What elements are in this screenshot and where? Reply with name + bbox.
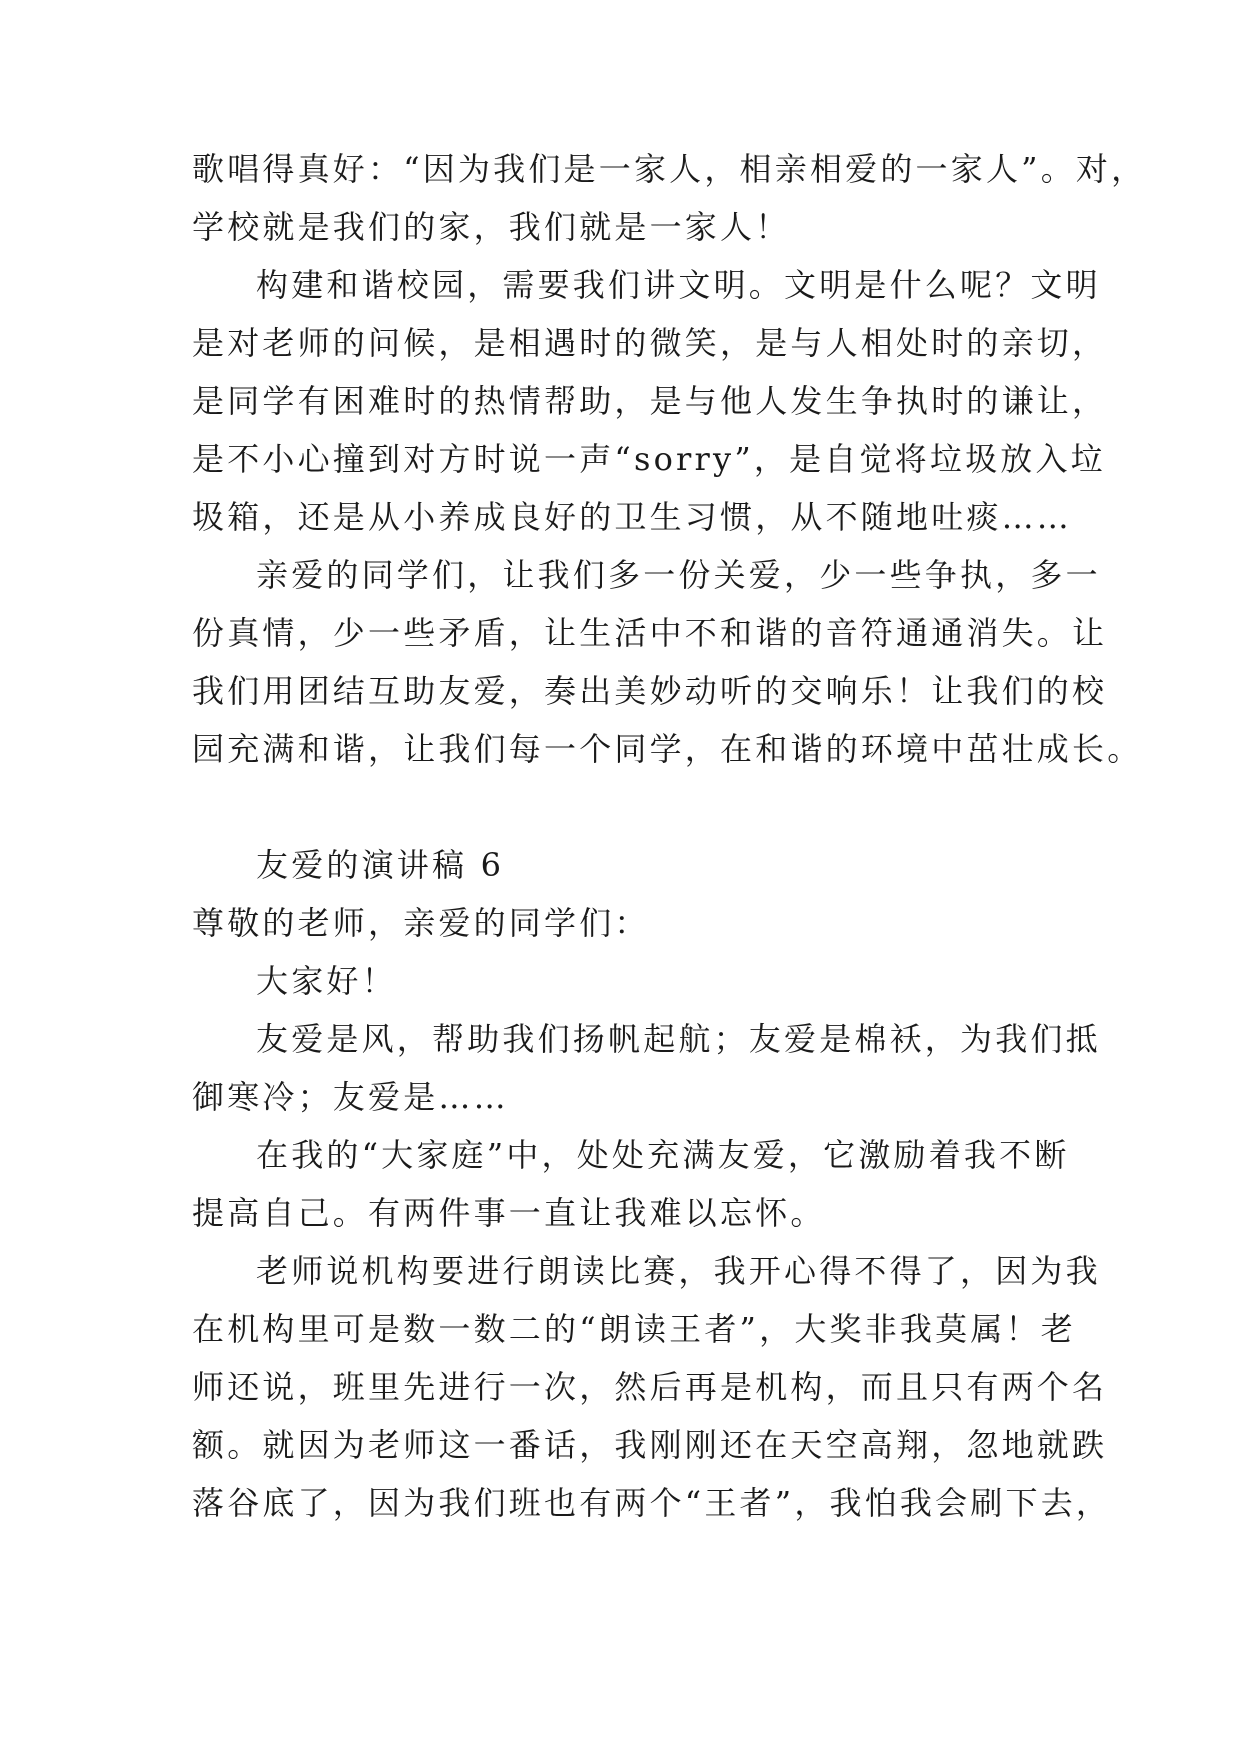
- text-line: 学校就是我们的家，我们就是一家人！: [192, 208, 791, 246]
- paragraph-first-line: 亲爱的同学们，让我们多一份关爱，少一些争执，多一: [256, 556, 1101, 594]
- paragraph-first-line: 构建和谐校园，需要我们讲文明。文明是什么呢？文明: [256, 266, 1101, 304]
- paragraph-first-line: 在我的“大家庭”中，处处充满友爱，它激励着我不断: [256, 1136, 1070, 1174]
- text-line: 提高自己。有两件事一直让我难以忘怀。: [192, 1194, 826, 1232]
- text-line: 我们用团结互助友爱，奏出美妙动听的交响乐！让我们的校: [192, 672, 1108, 710]
- text-line: 是对老师的问候，是相遇时的微笑，是与人相处时的亲切，: [192, 324, 1108, 362]
- text-line: 是不小心撞到对方时说一声“sorry”，是自觉将垃圾放入垃: [192, 440, 1106, 478]
- text-line: 圾箱，还是从小养成良好的卫生习惯，从不随地吐痰……: [192, 498, 1073, 536]
- section-title: 友爱的演讲稿 6: [256, 846, 505, 884]
- text-line: 是同学有困难时的热情帮助，是与他人发生争执时的谦让，: [192, 382, 1108, 420]
- paragraph-first-line: 友爱是风，帮助我们扬帆起航；友爱是棉袄，为我们抵: [256, 1020, 1101, 1058]
- text-line: 在机构里可是数一数二的“朗读王者”，大奖非我莫属！老: [192, 1310, 1076, 1348]
- salutation: 尊敬的老师，亲爱的同学们：: [192, 904, 650, 942]
- text-line: 御寒冷；友爱是……: [192, 1078, 509, 1116]
- paragraph-first-line: 老师说机构要进行朗读比赛，我开心得不得了，因为我: [256, 1252, 1101, 1290]
- greeting: 大家好！: [256, 962, 397, 1000]
- text-line: 额。就因为老师这一番话，我刚刚还在天空高翔，忽地就跌: [192, 1426, 1108, 1464]
- text-line: 歌唱得真好：“因为我们是一家人，相亲相爱的一家人”。对，: [192, 150, 1147, 188]
- text-line: 份真情，少一些矛盾，让生活中不和谐的音符通通消失。让: [192, 614, 1108, 652]
- text-line: 师还说，班里先进行一次，然后再是机构，而且只有两个名: [192, 1368, 1108, 1406]
- text-line: 落谷底了，因为我们班也有两个“王者”，我怕我会刷下去，: [192, 1484, 1112, 1522]
- text-line: 园充满和谐，让我们每一个同学，在和谐的环境中茁壮成长。: [192, 730, 1143, 768]
